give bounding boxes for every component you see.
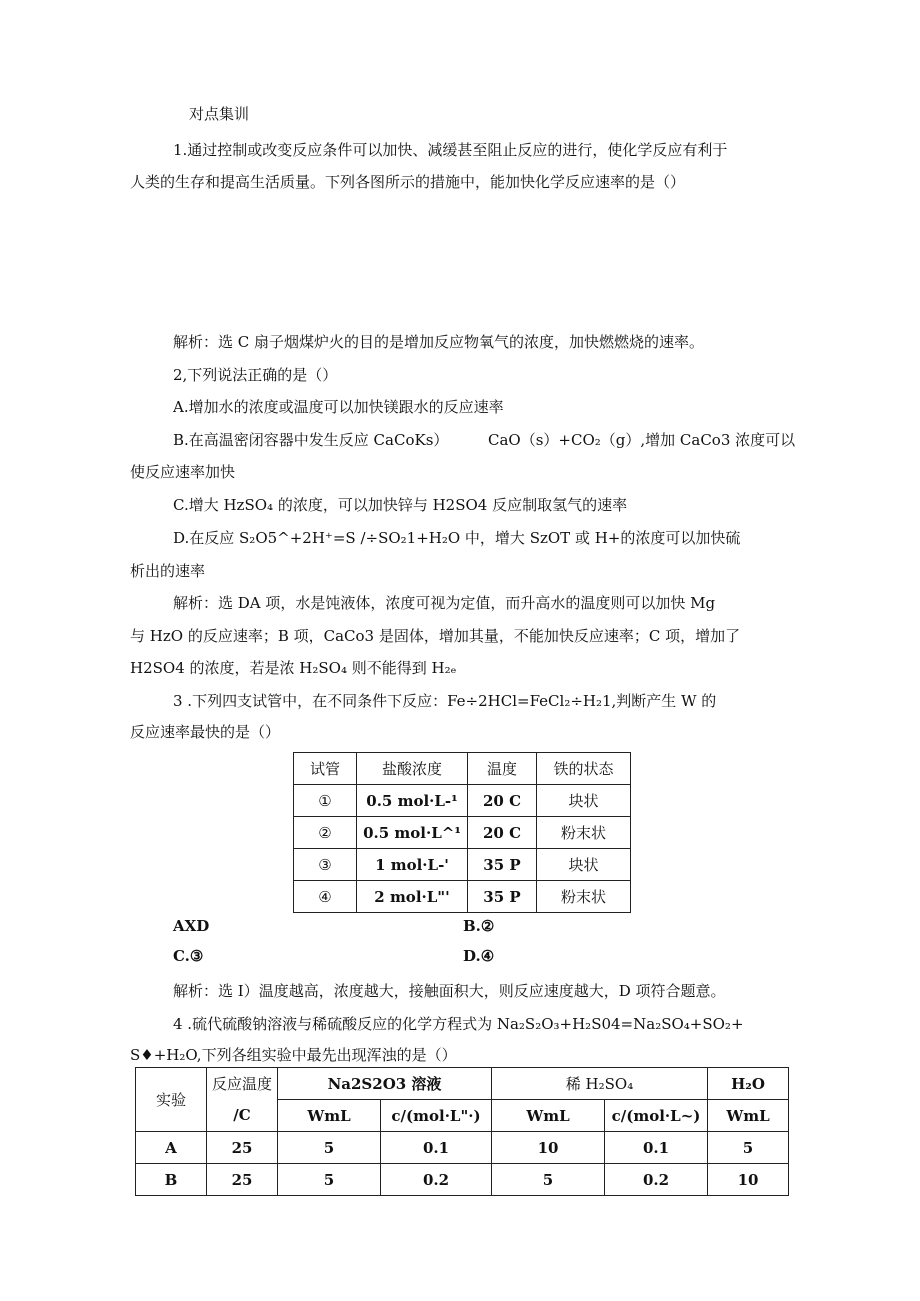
table-cell: 5 [278,1132,381,1164]
table-cell: 0.2 [381,1164,492,1196]
q3-option-a: AXD [173,917,210,935]
table-subheader-row [136,1100,789,1132]
table-row [294,881,631,913]
q3-option-c: C.③ [173,947,204,965]
table-cell: 块状 [537,849,631,881]
table-row [294,785,631,817]
table-cell: 1 mol·L-' [357,849,468,881]
table-cell: A [136,1132,207,1164]
subheader-cell: WmL [278,1100,381,1132]
table-cell: 0.2 [605,1164,708,1196]
section-heading: 对点集训 [189,105,250,123]
table-header-row [136,1068,789,1100]
q2-option-b-part1: B.在高温密闭容器中发生反应 CaCoKs） [173,431,449,449]
header-cell-water: H₂O [708,1068,789,1100]
table-header-row [294,753,631,785]
q4-stem-line2: S♦+H₂O,下列各组实验中最先出现浑浊的是（） [130,1046,457,1064]
table-cell: 5 [492,1164,605,1196]
table-row [136,1132,789,1164]
table-cell: 2 mol·L"' [357,881,468,913]
table-cell: ② [294,817,357,849]
table-cell: 35 P [468,881,537,913]
header-cell: 温度 [468,753,537,785]
table-cell: ③ [294,849,357,881]
q3-table [293,752,631,913]
table-cell: 10 [492,1132,605,1164]
q2-option-a: A.增加水的浓度或温度可以加快镁跟水的反应速率 [173,398,504,416]
header-cell: 铁的状态 [537,753,631,785]
q2-option-b-part2: CaO（s）+CO₂（g）,增加 CaCo3 浓度可以 [488,431,796,449]
header-cell-experiment: 实验 [136,1068,207,1132]
table-cell: 10 [708,1164,789,1196]
q2-analysis-line1: 解析：选 DA 项，水是饨液体，浓度可视为定值，而升高水的温度则可以加快 Mg [173,594,716,612]
q2-stem: 2,下列说法正确的是（） [173,366,338,384]
table-cell: B [136,1164,207,1196]
q1-analysis: 解析：选 C 扇子烟煤炉火的目的是增加反应物氧气的浓度，加快燃燃烧的速率。 [173,333,705,351]
table-cell: 0.5 mol·L^¹ [357,817,468,849]
table-cell: 35 P [468,849,537,881]
q2-option-d-part2: 析出的速率 [130,562,206,580]
header-cell-temperature-unit: /C [207,1100,278,1132]
q3-stem-line1: 3 .下列四支试管中，在不同条件下反应：Fe÷2HCl=FeCl₂÷H₂1,判断产生 W 的 [173,692,717,710]
table-cell: 0.1 [605,1132,708,1164]
q2-option-b-part3: 使反应速率加快 [130,463,236,481]
table-cell: 粉末状 [537,817,631,849]
table-cell: 20 C [468,785,537,817]
table-cell: 5 [708,1132,789,1164]
q1-stem-line2: 人类的生存和提高生活质量。下列各图所示的措施中，能加快化学反应速率的是（） [130,173,686,191]
subheader-cell: c/(mol·L~) [605,1100,708,1132]
q2-option-c: C.增大 HzSO₄ 的浓度，可以加快锌与 H2SO4 反应制取氢气的速率 [173,496,628,514]
table-row [294,817,631,849]
q2-analysis-line2: 与 HzO 的反应速率；B 项，CaCo3 是固体，增加其量，不能加快反应速率；C 项，增加了 [130,627,741,645]
table-cell: 5 [278,1164,381,1196]
table-cell: 0.1 [381,1132,492,1164]
header-cell-temperature: 反应温度 [207,1068,278,1100]
table-cell: 20 C [468,817,537,849]
table-cell: ① [294,785,357,817]
q4-stem-line1: 4 .硫代硫酸钠溶液与稀硫酸反应的化学方程式为 Na₂S₂O₃+H₂S04=Na₂SO₄+SO₂+ [173,1015,744,1033]
q3-option-b: B.② [463,917,495,935]
table-row [294,849,631,881]
table-cell: 粉末状 [537,881,631,913]
table-cell: 0.5 mol·L-¹ [357,785,468,817]
table-cell: ④ [294,881,357,913]
table-cell: 25 [207,1132,278,1164]
table-cell: 块状 [537,785,631,817]
header-cell-na2s2o3: Na2S2O3 溶液 [278,1068,492,1100]
header-cell: 试管 [294,753,357,785]
table-row [136,1164,789,1196]
q2-analysis-line3: H2SO4 的浓度，若是浓 H₂SO₄ 则不能得到 H₂ₑ [130,659,457,677]
q3-analysis: 解析：选 I）温度越高，浓度越大，接触面积大，则反应速度越大，D 项符合题意。 [173,982,726,1000]
q2-option-d-part1: D.在反应 S₂O5^+2H⁺=S /÷SO₂1+H₂O 中，增大 SzOT 或 H+的浓度可以加快硫 [173,529,741,547]
subheader-cell: WmL [708,1100,789,1132]
header-cell-h2so4: 稀 H₂SO₄ [492,1068,708,1100]
subheader-cell: c/(mol·L"·) [381,1100,492,1132]
table-cell: 25 [207,1164,278,1196]
q3-option-d: D.④ [463,947,495,965]
q4-table [135,1067,789,1196]
q3-stem-line2: 反应速率最快的是（） [130,723,281,741]
subheader-cell: WmL [492,1100,605,1132]
header-cell: 盐酸浓度 [357,753,468,785]
q1-stem-line1: 1.通过控制或改变反应条件可以加快、减缓甚至阻止反应的进行，使化学反应有利于 [173,141,728,159]
